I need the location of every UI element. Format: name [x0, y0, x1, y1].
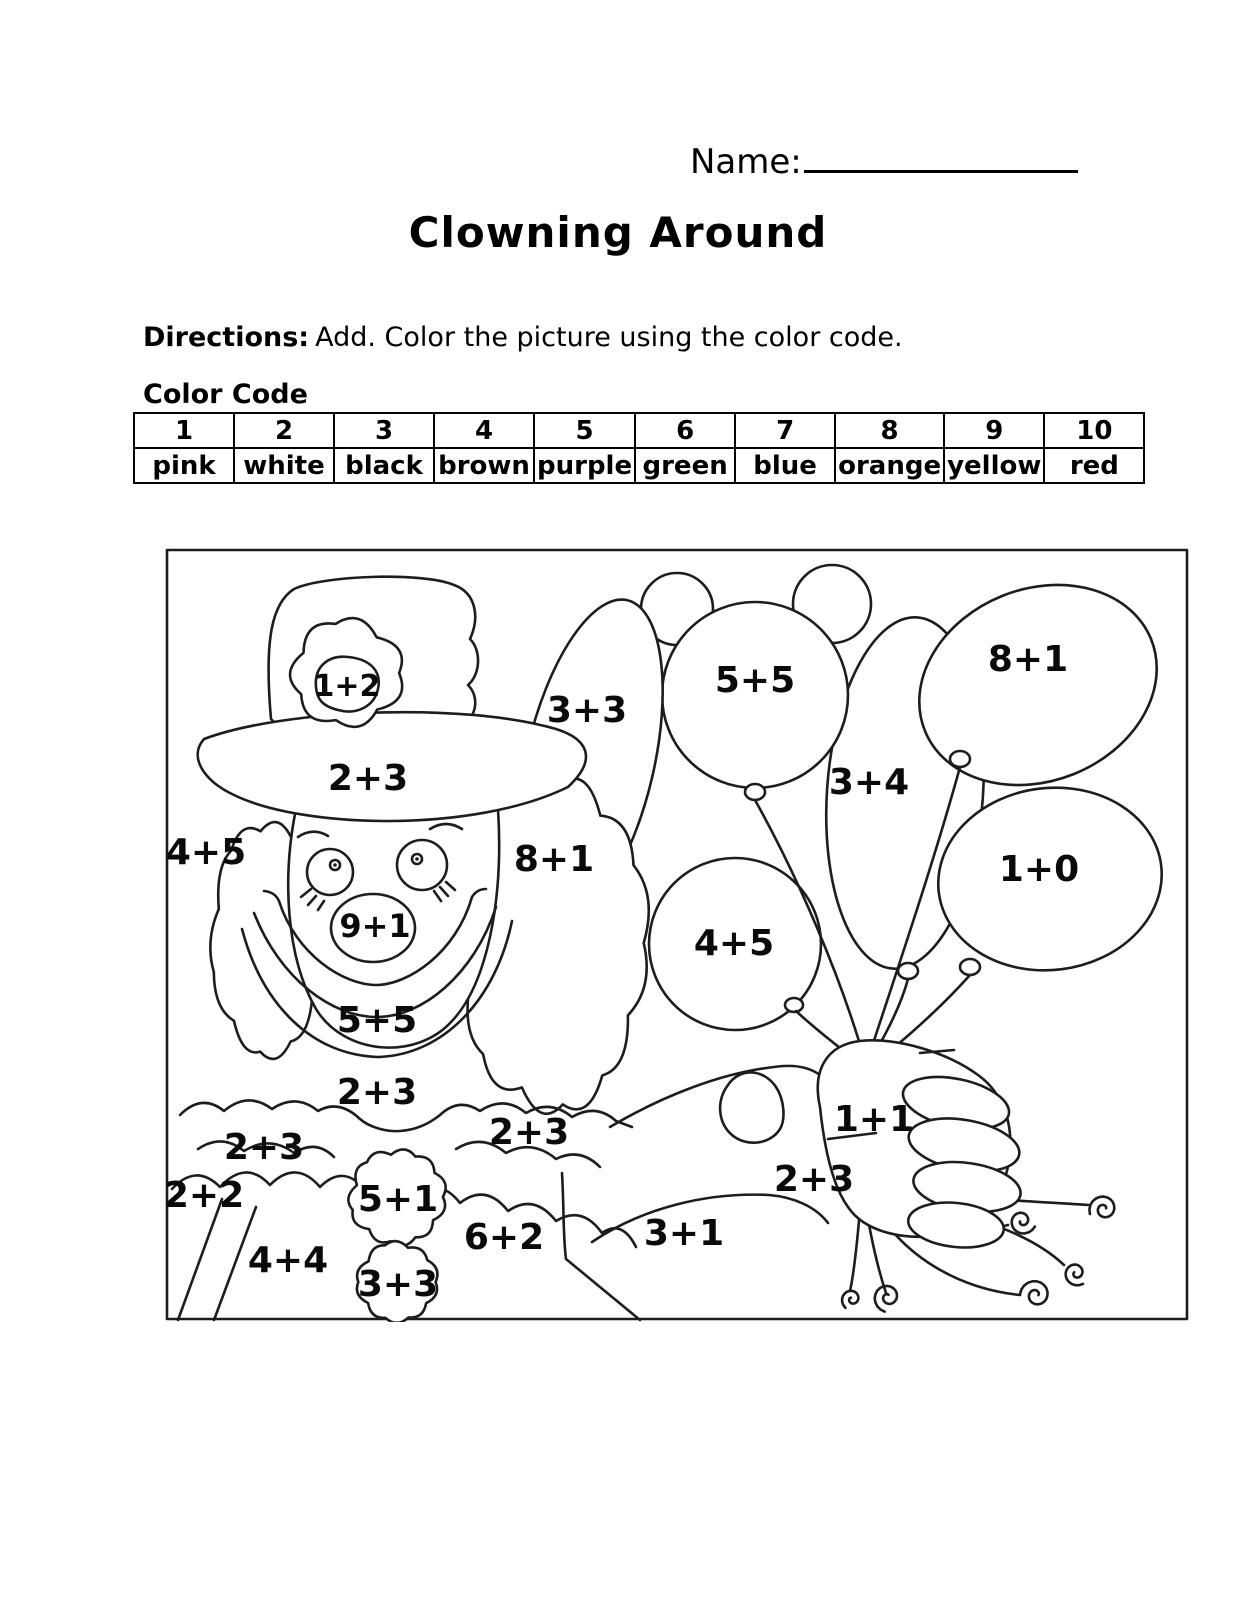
code-number-cell: 1 [134, 413, 234, 448]
problem-label: 1+2 [313, 669, 381, 704]
balloon-knot [785, 998, 803, 1012]
problem-label: 8+1 [987, 639, 1069, 680]
problem-label: 4+5 [165, 832, 247, 873]
problem-label: 2+3 [336, 1072, 418, 1113]
code-color-cell: white [234, 448, 334, 483]
problem-label: 3+3 [357, 1264, 439, 1305]
pupil-left-dot [333, 863, 337, 867]
code-color-cell: red [1044, 448, 1144, 483]
problem-label: 2+3 [327, 758, 409, 799]
problem-label: 2+2 [164, 1175, 245, 1216]
problem-label: 2+3 [773, 1159, 855, 1200]
eye-left [307, 849, 353, 895]
code-number-cell: 3 [334, 413, 434, 448]
eye-right [397, 840, 447, 890]
code-number-cell: 8 [835, 413, 944, 448]
balloon-knot [960, 959, 980, 975]
directions-label: Directions: [143, 322, 310, 353]
code-number-cell: 5 [534, 413, 635, 448]
code-number-cell: 6 [635, 413, 735, 448]
code-color-cell: pink [134, 448, 234, 483]
problem-label: 3+3 [546, 690, 628, 731]
problem-label: 5+1 [357, 1179, 439, 1220]
code-color-row [134, 448, 1144, 483]
balloon-knot [898, 963, 918, 979]
directions [143, 322, 903, 353]
code-color-cell: purple [534, 448, 635, 483]
problem-label: 3+4 [828, 762, 910, 803]
name-blank-line [804, 136, 1078, 173]
code-color-cell: yellow [944, 448, 1044, 483]
code-number-cell: 4 [434, 413, 534, 448]
problem-label: 5+5 [714, 660, 796, 701]
problem-label: 1+1 [833, 1099, 915, 1140]
streamer-curl [1066, 1265, 1083, 1286]
color-code-table [133, 412, 1145, 484]
jacket-left-edge [178, 1199, 222, 1320]
code-color-cell: green [635, 448, 735, 483]
problem-label: 6+2 [463, 1217, 545, 1258]
code-color-cell: brown [434, 448, 534, 483]
streamer-curl [842, 1291, 858, 1308]
code-color-cell: orange [835, 448, 944, 483]
problem-label: 4+4 [247, 1240, 329, 1281]
name-row [690, 136, 1078, 182]
balloon-knot [745, 784, 765, 800]
problem-label: 9+1 [339, 907, 411, 945]
code-color-cell: black [334, 448, 434, 483]
code-number-row [134, 413, 1144, 448]
code-number-cell: 10 [1044, 413, 1144, 448]
problem-label: 8+1 [513, 839, 595, 880]
code-color-cell: blue [735, 448, 835, 483]
arm-top-edge [610, 1066, 820, 1127]
directions-text: Add. Color the picture using the color code. [315, 322, 903, 353]
problem-label: 3+1 [643, 1213, 725, 1254]
color-code-heading: Color Code [143, 379, 308, 410]
coloring-picture [164, 547, 1190, 1322]
problem-label: 2+3 [223, 1127, 305, 1168]
thumb [720, 1072, 783, 1142]
worksheet-title: Clowning Around [408, 208, 828, 257]
problem-label: 5+5 [336, 1000, 418, 1041]
code-number-cell: 9 [944, 413, 1044, 448]
pupil-right-dot [415, 857, 419, 861]
code-number-cell: 2 [234, 413, 334, 448]
hand [720, 1040, 1024, 1252]
problem-label: 1+0 [998, 849, 1080, 890]
jacket-right-edge [562, 1173, 640, 1320]
name-label: Name: [690, 142, 802, 182]
streamer-curl [1020, 1281, 1048, 1304]
streamer-curl [1089, 1197, 1114, 1218]
streamer-curl [1012, 1213, 1035, 1234]
balloon-knot [950, 751, 970, 767]
problem-label: 2+3 [488, 1112, 570, 1153]
problem-label: 4+5 [693, 923, 775, 964]
code-number-cell: 7 [735, 413, 835, 448]
